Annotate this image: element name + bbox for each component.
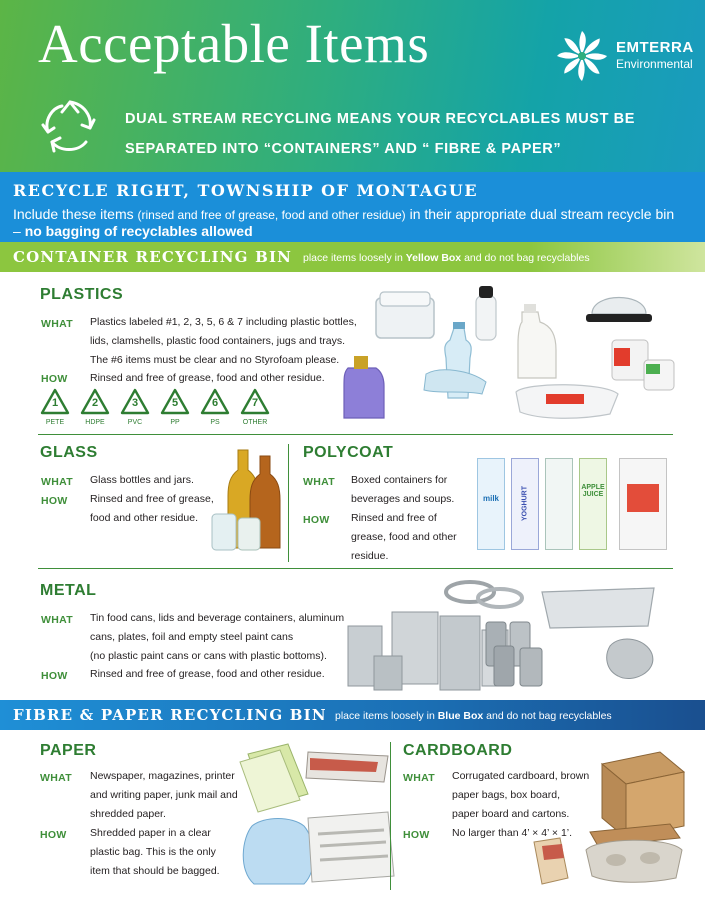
cardboard-title: CARDBOARD bbox=[403, 742, 513, 759]
intro-band bbox=[0, 172, 705, 242]
dual-stream-message bbox=[125, 104, 685, 164]
glass-how-text bbox=[90, 490, 220, 528]
polycoat-what-text bbox=[351, 471, 471, 509]
fibre-bin-title: FIBRE & PAPER RECYCLING BIN bbox=[13, 706, 327, 724]
cardboard-how-text: No larger than 4’ × 4’ × 1’. bbox=[452, 827, 573, 839]
metal-what-line: cans, plates, foil and empty steel paint cans bbox=[90, 631, 294, 643]
resin-code-6 bbox=[197, 388, 233, 428]
paper-how-line: plastic bag. This is the only bbox=[90, 846, 216, 858]
container-note-c: and do not bag recyclables bbox=[461, 252, 590, 264]
fibre-note-c: and do not bag recyclables bbox=[483, 710, 612, 722]
resin-code-abbr: PVC bbox=[127, 419, 143, 426]
divider bbox=[38, 434, 673, 435]
polycoat-how-line: grease, food and other bbox=[351, 531, 457, 543]
resin-codes bbox=[37, 388, 277, 428]
metal-what-line: Tin food cans, lids and beverage containers, aluminum bbox=[90, 612, 345, 624]
hero-header bbox=[0, 0, 705, 172]
glass-how-line: Rinsed and free of grease, bbox=[90, 493, 214, 505]
polycoat-what-label: WHAT bbox=[303, 476, 335, 488]
container-note-b: Yellow Box bbox=[405, 252, 462, 264]
glass-illustration bbox=[208, 446, 284, 558]
paper-illustration bbox=[228, 742, 398, 887]
cardboard-what-line: paper board and cartons. bbox=[452, 808, 570, 820]
intro-text-a: Include these items bbox=[13, 206, 138, 222]
paper-how-line: item that should be bagged. bbox=[90, 865, 220, 877]
intro-text bbox=[13, 206, 683, 239]
paper-what-label: WHAT bbox=[40, 772, 72, 784]
glass-how-label: HOW bbox=[41, 495, 68, 507]
paper-how-label: HOW bbox=[40, 829, 67, 841]
metal-how-label: HOW bbox=[41, 670, 68, 682]
polycoat-how-line: Rinsed and free of bbox=[351, 512, 437, 524]
message-line-1: DUAL STREAM RECYCLING MEANS YOUR RECYCLABLES MUST BE bbox=[125, 111, 635, 127]
polycoat-how-text bbox=[351, 509, 471, 566]
polycoat-what-line: Boxed containers for bbox=[351, 474, 448, 486]
resin-code-abbr: HDPE bbox=[85, 419, 105, 426]
logo-subtitle: Environmental bbox=[616, 57, 693, 71]
plastics-what-label: WHAT bbox=[41, 318, 73, 330]
fibre-note-b: Blue Box bbox=[437, 710, 484, 722]
resin-code-number: 7 bbox=[251, 397, 259, 409]
container-bin-band bbox=[0, 242, 705, 272]
paper-what-line: and writing paper, junk mail and bbox=[90, 789, 238, 801]
intro-text-c: in their appropriate dual stream recycle bin – bbox=[13, 206, 675, 239]
glass-what-text: Glass bottles and jars. bbox=[90, 474, 194, 486]
resin-code-abbr: PETE bbox=[45, 419, 65, 426]
polycoat-illustration bbox=[477, 454, 677, 554]
cardboard-how-label: HOW bbox=[403, 829, 430, 841]
polycoat-what-line: beverages and soups. bbox=[351, 493, 455, 505]
recycle-icon bbox=[40, 98, 100, 154]
plastics-title: PLASTICS bbox=[40, 286, 124, 303]
glass-what-label: WHAT bbox=[41, 476, 73, 488]
container-bin-note bbox=[303, 252, 590, 264]
resin-code-1 bbox=[37, 388, 73, 428]
plastics-what-line: Plastics labeled #1, 2, 3, 5, 6 & 7 including plastic bottles, bbox=[90, 316, 357, 328]
carton-label: YOGHURT bbox=[521, 486, 529, 521]
resin-code-2 bbox=[77, 388, 113, 428]
resin-code-5 bbox=[157, 388, 193, 428]
cardboard-what-line: Corrugated cardboard, brown bbox=[452, 770, 590, 782]
resin-code-abbr: PS bbox=[210, 419, 220, 426]
metal-illustration bbox=[340, 576, 685, 694]
page-title: Acceptable Items bbox=[38, 13, 430, 74]
emterra-flower-icon bbox=[556, 30, 608, 82]
emterra-logo bbox=[556, 30, 696, 86]
paper-how-line: Shredded paper in a clear bbox=[90, 827, 211, 839]
metal-how-text: Rinsed and free of grease, food and other residue. bbox=[90, 668, 325, 680]
resin-code-number: 5 bbox=[171, 397, 179, 409]
intro-text-d: no bagging of recyclables allowed bbox=[24, 223, 253, 239]
resin-code-number: 3 bbox=[131, 397, 139, 409]
intro-text-b: (rinsed and free of grease, food and other residue) bbox=[137, 208, 406, 222]
fibre-bin-band bbox=[0, 700, 705, 730]
paper-title: PAPER bbox=[40, 742, 97, 759]
polycoat-how-line: residue. bbox=[351, 550, 389, 562]
intro-title: RECYCLE RIGHT, TOWNSHIP OF MONTAGUE bbox=[13, 181, 479, 200]
paper-what-line: shredded paper. bbox=[90, 808, 166, 820]
polycoat-how-label: HOW bbox=[303, 514, 330, 526]
container-bin-title: CONTAINER RECYCLING BIN bbox=[13, 248, 293, 266]
plastics-how-label: HOW bbox=[41, 373, 68, 385]
carton-label: APPLE JUICE bbox=[581, 484, 605, 498]
divider bbox=[38, 568, 673, 569]
cardboard-illustration bbox=[520, 742, 690, 890]
fibre-bin-note bbox=[335, 710, 612, 722]
resin-code-number: 6 bbox=[211, 397, 219, 409]
message-line-2: SEPARATED INTO “CONTAINERS” AND “ FIBRE & PAPER” bbox=[125, 141, 562, 157]
plastics-what-line: lids, clamshells, plastic food containers, jugs and trays. bbox=[90, 335, 346, 347]
glass-how-line: food and other residue. bbox=[90, 512, 198, 524]
fibre-note-a: place items loosely in bbox=[335, 710, 438, 722]
resin-code-abbr: PP bbox=[170, 419, 180, 426]
glass-title: GLASS bbox=[40, 444, 98, 461]
container-note-a: place items loosely in bbox=[303, 252, 406, 264]
resin-code-number: 1 bbox=[51, 397, 59, 409]
carton-label: milk bbox=[482, 494, 499, 503]
cardboard-what-label: WHAT bbox=[403, 772, 435, 784]
metal-what-line: (no plastic paint cans or cans with plastic bottoms). bbox=[90, 650, 327, 662]
column-divider bbox=[288, 444, 289, 562]
resin-code-3 bbox=[117, 388, 153, 428]
polycoat-title: POLYCOAT bbox=[303, 444, 394, 461]
metal-what-text bbox=[90, 609, 370, 666]
resin-code-7 bbox=[237, 388, 273, 428]
resin-code-number: 2 bbox=[91, 397, 99, 409]
plastics-illustration bbox=[340, 278, 690, 423]
plastics-what-text bbox=[90, 313, 380, 370]
metal-what-label: WHAT bbox=[41, 614, 73, 626]
metal-title: METAL bbox=[40, 582, 97, 599]
paper-what-line: Newspaper, magazines, printer bbox=[90, 770, 235, 782]
cardboard-what-line: paper bags, box board, bbox=[452, 789, 560, 801]
plastics-how-text: Rinsed and free of grease, food and other residue. bbox=[90, 372, 325, 384]
column-divider bbox=[390, 742, 391, 890]
logo-name: EMTERRA bbox=[616, 39, 694, 56]
plastics-what-line: The #6 items must be clear and no Styrofoam please. bbox=[90, 354, 340, 366]
resin-code-abbr: OTHER bbox=[242, 419, 268, 426]
